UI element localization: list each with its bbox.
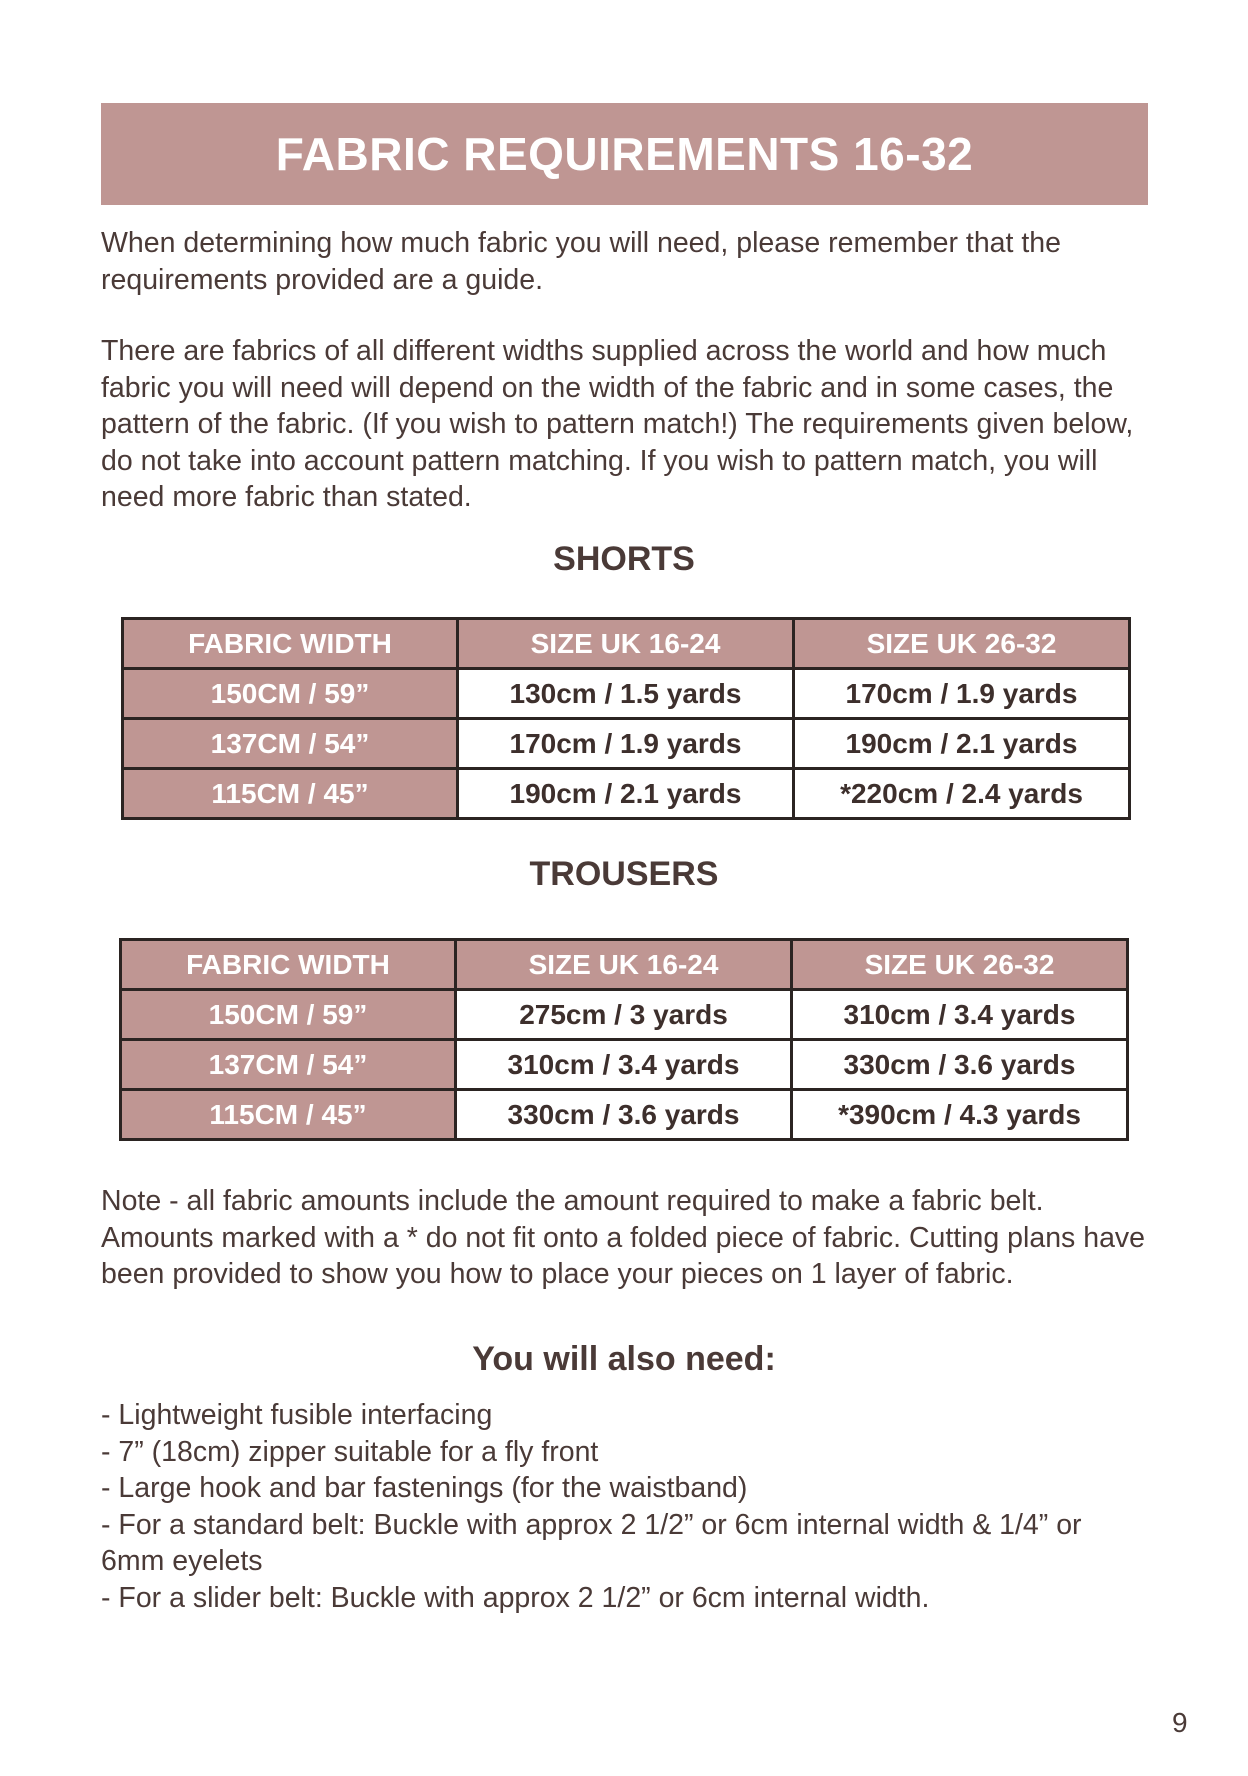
- intro-paragraph-1: When determining how much fabric you will need, please remember that the requirements provided are a guide.: [101, 227, 1061, 296]
- table-cell: 275cm / 3 yards: [456, 990, 792, 1040]
- fabric-width-cell: 137CM / 54”: [121, 1040, 456, 1090]
- list-item: - 7” (18cm) zipper suitable for a fly front: [101, 1435, 599, 1468]
- table-cell: 190cm / 2.1 yards: [458, 769, 794, 819]
- intro-paragraph-2: There are fabrics of all different widths supplied across the world and how much fabric you will need will depend on the width of the fabric and in some cases, the pattern of the fabric. (If you wish to pattern match!) The requirements given below, do not take into account pattern matching. If you wish to pattern match, you will need more fabric than stated.: [101, 335, 1134, 513]
- fabric-width-cell: 150CM / 59”: [121, 990, 456, 1040]
- table-cell: 310cm / 3.4 yards: [456, 1040, 792, 1090]
- trousers-heading: TROUSERS: [529, 855, 719, 893]
- also-need-heading: You will also need:: [472, 1340, 776, 1378]
- header-size-26-32: SIZE UK 26-32: [794, 619, 1130, 669]
- table-cell: 190cm / 2.1 yards: [794, 719, 1130, 769]
- table-cell: 310cm / 3.4 yards: [792, 990, 1128, 1040]
- shorts-heading: SHORTS: [553, 540, 695, 578]
- header-size-16-24: SIZE UK 16-24: [458, 619, 794, 669]
- table-header-row: [121, 940, 1128, 990]
- header-fabric-width: FABRIC WIDTH: [123, 619, 458, 669]
- title-banner: [101, 103, 1148, 205]
- table-header-row: [123, 619, 1130, 669]
- table-row: [121, 1090, 1128, 1140]
- also-need-list: [101, 1397, 1151, 1616]
- list-item: - Large hook and bar fastenings (for the waistband): [101, 1472, 748, 1504]
- table-row: [123, 669, 1130, 719]
- table-row: [121, 1040, 1128, 1090]
- table-cell: 330cm / 3.6 yards: [792, 1040, 1128, 1090]
- page-title: FABRIC REQUIREMENTS 16-32: [275, 128, 974, 180]
- note-paragraph: Note - all fabric amounts include the amount required to make a fabric belt. Amounts marked with a * do not fit onto a folded piece of fabric. Cutting plans have been provided to show you how to place your pieces on 1 layer of fabric.: [101, 1185, 1146, 1290]
- trousers-table: [119, 938, 1129, 1141]
- list-item: - For a slider belt: Buckle with approx 2 1/2” or 6cm internal width.: [101, 1581, 930, 1614]
- shorts-table: [121, 617, 1131, 820]
- table-row: [123, 719, 1130, 769]
- page-number: 9: [1172, 1707, 1188, 1738]
- fabric-width-cell: 115CM / 45”: [123, 769, 458, 819]
- table-cell: 130cm / 1.5 yards: [458, 669, 794, 719]
- header-size-16-24: SIZE UK 16-24: [456, 940, 792, 990]
- list-item: - Lightweight fusible interfacing: [101, 1399, 493, 1431]
- list-item: - For a standard belt: Buckle with approx 2 1/2” or 6cm internal width & 1/4” or 6mm eyelets: [101, 1508, 1082, 1577]
- fabric-width-cell: 150CM / 59”: [123, 669, 458, 719]
- table-row: [121, 990, 1128, 1040]
- header-fabric-width: FABRIC WIDTH: [121, 940, 456, 990]
- table-row: [123, 769, 1130, 819]
- table-cell: 330cm / 3.6 yards: [456, 1090, 792, 1140]
- table-cell: 170cm / 1.9 yards: [458, 719, 794, 769]
- table-cell: *390cm / 4.3 yards: [792, 1090, 1128, 1140]
- table-cell: *220cm / 2.4 yards: [794, 769, 1130, 819]
- fabric-width-cell: 137CM / 54”: [123, 719, 458, 769]
- table-cell: 170cm / 1.9 yards: [794, 669, 1130, 719]
- header-size-26-32: SIZE UK 26-32: [792, 940, 1128, 990]
- fabric-width-cell: 115CM / 45”: [121, 1090, 456, 1140]
